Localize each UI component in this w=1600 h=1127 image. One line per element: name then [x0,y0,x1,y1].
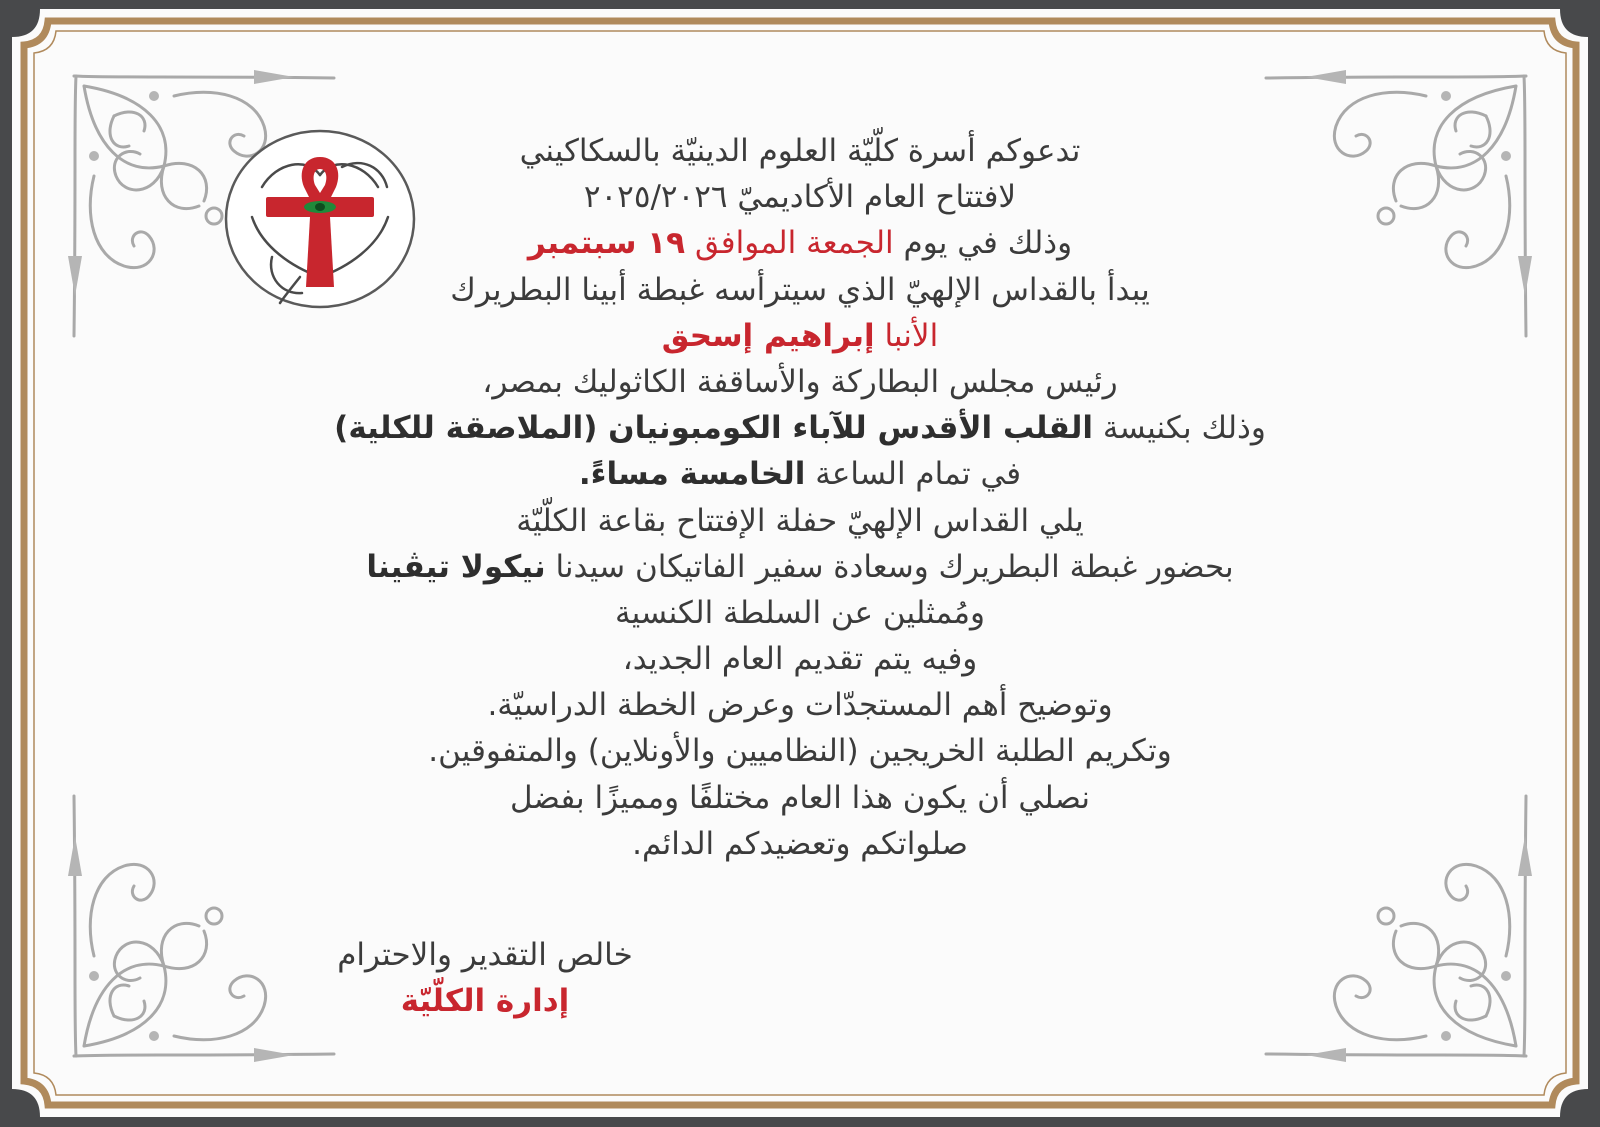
invitation-line: صلواتكم وتعضيدكم الدائم. [632,825,968,862]
invitation-line: وفيه يتم تقديم العام الجديد، [622,641,978,678]
scroll-ornament-icon [54,776,354,1076]
invitation-body [330,128,1270,867]
invitation-line: يبدأ بالقداس الإلهيّ الذي سيترأسه غبطة أبينا البطريرك [450,271,1150,308]
event-date: ١٩ سبتمبر [527,225,686,262]
event-weekday: الجمعة الموافق [694,225,894,262]
event-time: الخامسة مساءً. [578,456,806,493]
scroll-ornament-icon [1246,776,1546,1076]
invitation-line: رئيس مجلس البطاركة والأساقفة الكاثوليك بمصر، [482,363,1118,400]
invitation-line: وتكريم الطلبة الخريجين (النظاميين والأونلاين) والمتفوقين. [428,733,1172,770]
patriarch-name-line [330,313,1270,359]
ambassador-line [330,544,1270,590]
event-date-line [330,220,1270,266]
patriarch-title: الأنبا [884,317,939,354]
corner-ornament-bottom-left [54,776,354,1076]
church-name: القلب الأقدس للآباء الكومبونيان (الملاصقة للكلية) [334,410,1094,447]
patriarch-name: إبراهيم إسحق [661,317,875,354]
date-prefix: وذلك في يوم [903,225,1073,262]
ambassador-name: نيكولا تيڤينا [366,548,546,585]
closing-regards: خالص التقدير والاحترام [337,937,633,973]
church-prefix: وذلك بكنيسة [1102,410,1266,447]
time-line [330,451,1270,497]
scroll-ornament-icon [1246,56,1546,356]
time-prefix: في تمام الساعة [815,456,1022,493]
invitation-line: ومُمثلين عن السلطة الكنسية [615,594,985,631]
invitation-line: يلي القداس الإلهيّ حفلة الإفتتاح بقاعة الكلّيّة [516,502,1084,539]
invitation-line: نصلي أن يكون هذا العام مختلفًا ومميزًا بفضل [510,779,1090,816]
closing-block [300,932,670,1024]
invitation-line: وتوضيح أهم المستجدّات وعرض الخطة الدراسيّة. [487,687,1113,724]
signature: إدارة الكلّيّة [400,983,570,1019]
church-line [330,405,1270,451]
invitation-line: لافتتاح العام الأكاديميّ ٢٠٢٥/٢٠٢٦ [583,179,1017,216]
corner-ornament-top-right [1246,56,1546,356]
corner-ornament-bottom-right [1246,776,1546,1076]
ambassador-prefix: بحضور غبطة البطريرك وسعادة سفير الفاتيكان سيدنا [555,548,1234,585]
invitation-line: تدعوكم أسرة كلّيّة العلوم الدينيّة بالسكاكيني [519,133,1081,169]
